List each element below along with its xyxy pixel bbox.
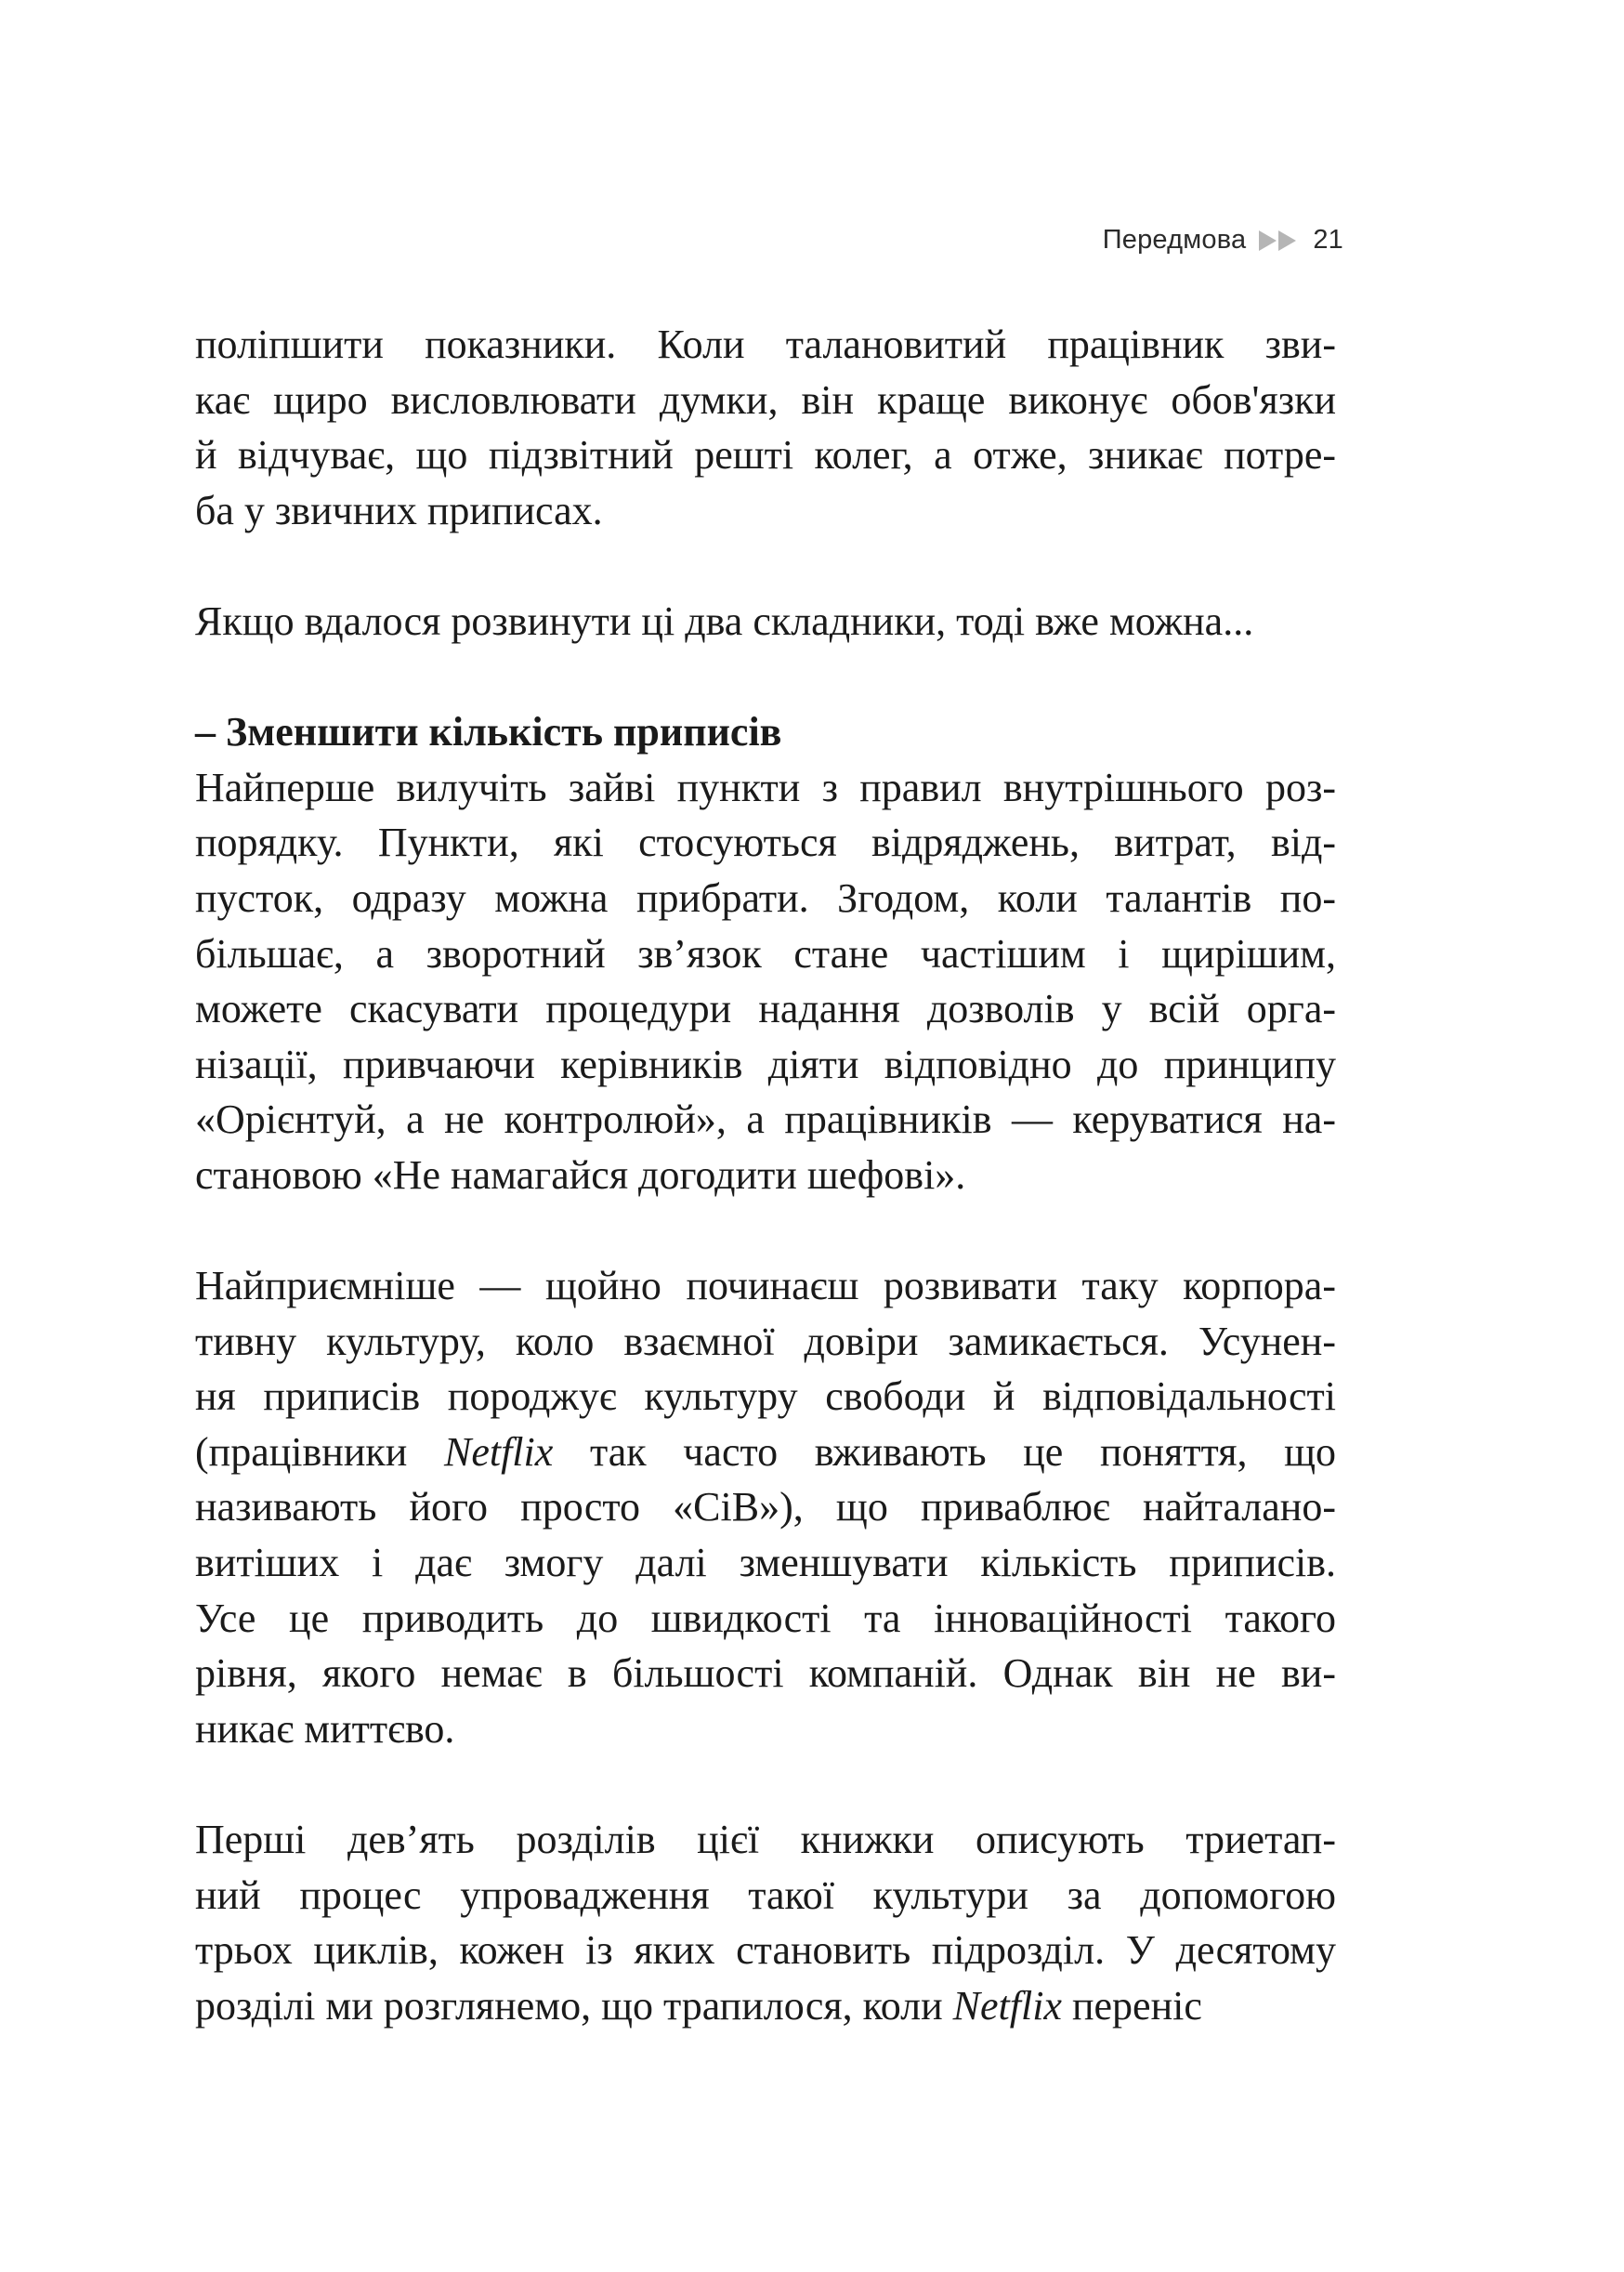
text-line: й відчуває, що підзвітний решті колег, а отже, зникає потре- bbox=[195, 432, 1336, 479]
text-line: рівня, якого немає в більшості компаній. Однак він не ви- bbox=[195, 1650, 1336, 1697]
italic-term: Netflix bbox=[952, 1982, 1062, 2029]
paragraph bbox=[195, 1258, 1336, 1756]
text-line: трьох циклів, кожен із яких становить підрозділ. У десятому bbox=[195, 1927, 1336, 1974]
section-title: Передмова bbox=[1102, 225, 1247, 255]
text-line: ня приписів породжує культуру свободи й відповідальності bbox=[195, 1373, 1336, 1420]
text-line: розділі ми розглянемо, що трапилося, коли Netflix переніс bbox=[195, 1982, 1202, 2029]
paragraph bbox=[195, 317, 1336, 538]
text-line: Перші дев’ять розділів цієї книжки описують триетап- bbox=[195, 1817, 1336, 1863]
paragraph bbox=[195, 704, 1336, 1202]
text-line: кає щиро висловлювати думки, він краще виконує обов'язки bbox=[195, 376, 1336, 423]
section-heading: – Зменшити кількість приписів bbox=[195, 709, 782, 755]
text-line: поліпшити показники. Коли талановитий працівник зви- bbox=[195, 322, 1336, 367]
text-line: ний процес упровадження такої культури за допомогою bbox=[195, 1871, 1336, 1918]
running-header bbox=[1103, 225, 1343, 256]
text-line: витіших і дає змогу далі зменшувати кількість приписів. bbox=[195, 1540, 1336, 1586]
text-line: «Орієнтуй, а не контролюй», а працівників — керуватися на- bbox=[195, 1097, 1336, 1143]
text-line: становою «Не намагайся догодити шефові». bbox=[195, 1151, 966, 1198]
text-line: порядку. Пункти, які стосуються відряджень, витрат, від- bbox=[195, 820, 1336, 866]
double-arrow-icon bbox=[1259, 229, 1300, 253]
text-line: ба у звичних приписах. bbox=[195, 487, 603, 533]
text-line: можете скасувати процедури надання дозволів у всій орга- bbox=[195, 986, 1336, 1032]
text-line: Найперше вилучіть зайві пункти з правил внутрішнього роз- bbox=[195, 764, 1336, 810]
text-line: пусток, одразу можна прибрати. Згодом, коли талантів по- bbox=[195, 874, 1336, 921]
body-text bbox=[195, 317, 1336, 2033]
paragraph bbox=[195, 1812, 1336, 2033]
text-line: (працівники Netflix так часто вживають це поняття, що bbox=[195, 1428, 1336, 1475]
paragraph bbox=[195, 594, 1336, 650]
text-line: Якщо вдалося розвинути ці два складники, тоді вже можна... bbox=[195, 598, 1254, 644]
text-line: називають його просто «СіВ»), що приваблює найталано- bbox=[195, 1484, 1336, 1530]
text-line: тивну культуру, коло взаємної довіри замикається. Усунен- bbox=[195, 1318, 1336, 1364]
text-line: більшає, а зворотний зв’язок стане частішим і щирішим, bbox=[195, 930, 1336, 977]
text-line: нізації, привчаючи керівників діяти відповідно до принципу bbox=[195, 1041, 1336, 1087]
text-line: Найприємніше — щойно починаєш розвивати таку корпора- bbox=[195, 1263, 1336, 1309]
text-line: никає миттєво. bbox=[195, 1705, 455, 1752]
page-number: 21 bbox=[1313, 225, 1343, 255]
italic-term: Netflix bbox=[443, 1428, 554, 1475]
text-line: Усе це приводить до швидкості та інноваційності такого bbox=[195, 1595, 1336, 1641]
